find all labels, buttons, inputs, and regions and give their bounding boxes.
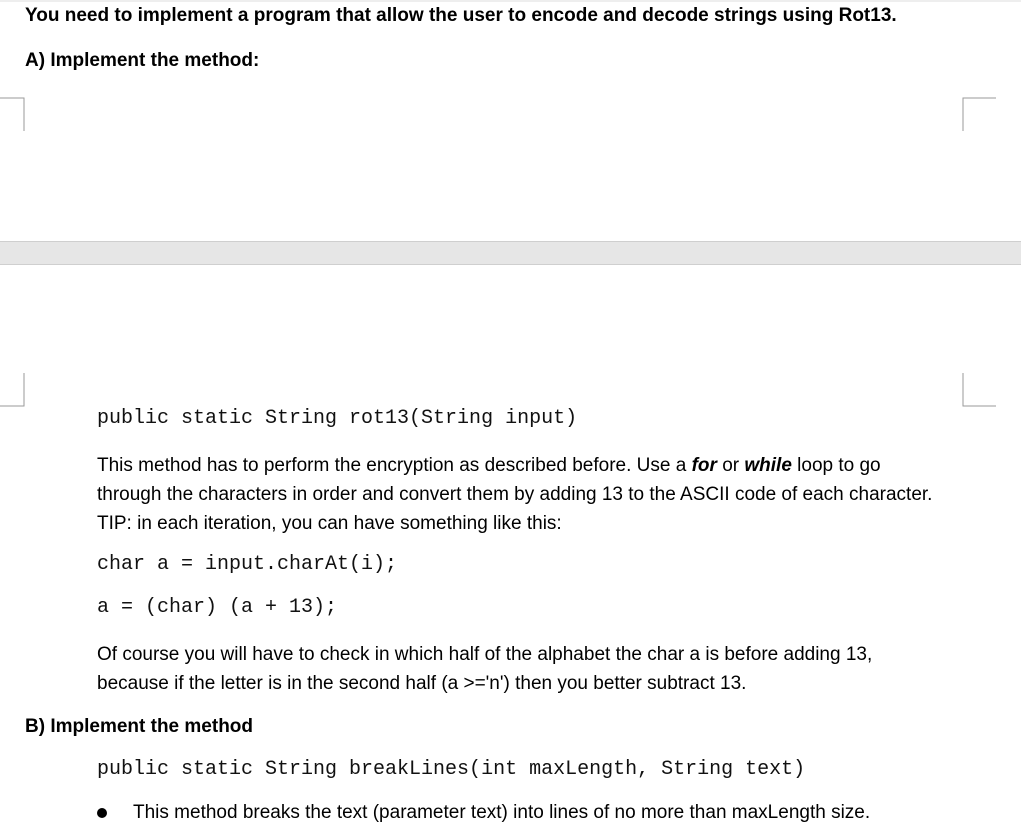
code-line-chat-at: char a = input.charAt(i); — [97, 553, 398, 576]
code-line-add-13: a = (char) (a + 13); — [97, 596, 338, 619]
breaklines-method-signature: public static String breakLines(int maxLength, String text) — [97, 758, 806, 781]
margin-corner-mark-bottom-right — [962, 373, 996, 407]
keyword-for: for — [691, 455, 717, 476]
margin-corner-mark-top-left — [0, 97, 34, 131]
assignment-intro-heading: You need to implement a program that allow the user to encode and decode strings using Rot13. — [25, 5, 897, 26]
margin-corner-mark-top-right — [962, 97, 996, 131]
page-top-edge — [0, 0, 1021, 2]
keyword-while: while — [744, 455, 792, 476]
breaklines-bullet-text: This method breaks the text (parameter text) into lines of no more than maxLength size. — [133, 802, 871, 823]
section-a-title: A) Implement the method: — [25, 50, 260, 71]
rot13-description-paragraph — [97, 451, 947, 538]
paragraph-text-or: or — [716, 455, 745, 476]
page-break-gap — [0, 241, 1021, 265]
paragraph-text-part2: loop to go through the characters in order and convert them by adding 13 to the ASCII code of each character. TIP: in each iteration, you can have something like this: — [97, 455, 933, 534]
rot13-note-paragraph: Of course you will have to check in which half of the alphabet the char a is before adding 13, because if the letter is in the second half (a >='n') then you better subtract 13. — [97, 644, 873, 694]
section-b-title: B) Implement the method — [25, 716, 254, 737]
paragraph-text-part1: This method has to perform the encryption as described before. Use a — [97, 455, 692, 476]
rot13-method-signature: public static String rot13(String input) — [97, 407, 578, 430]
margin-corner-mark-bottom-left — [0, 373, 34, 407]
bullet-icon — [97, 808, 107, 818]
